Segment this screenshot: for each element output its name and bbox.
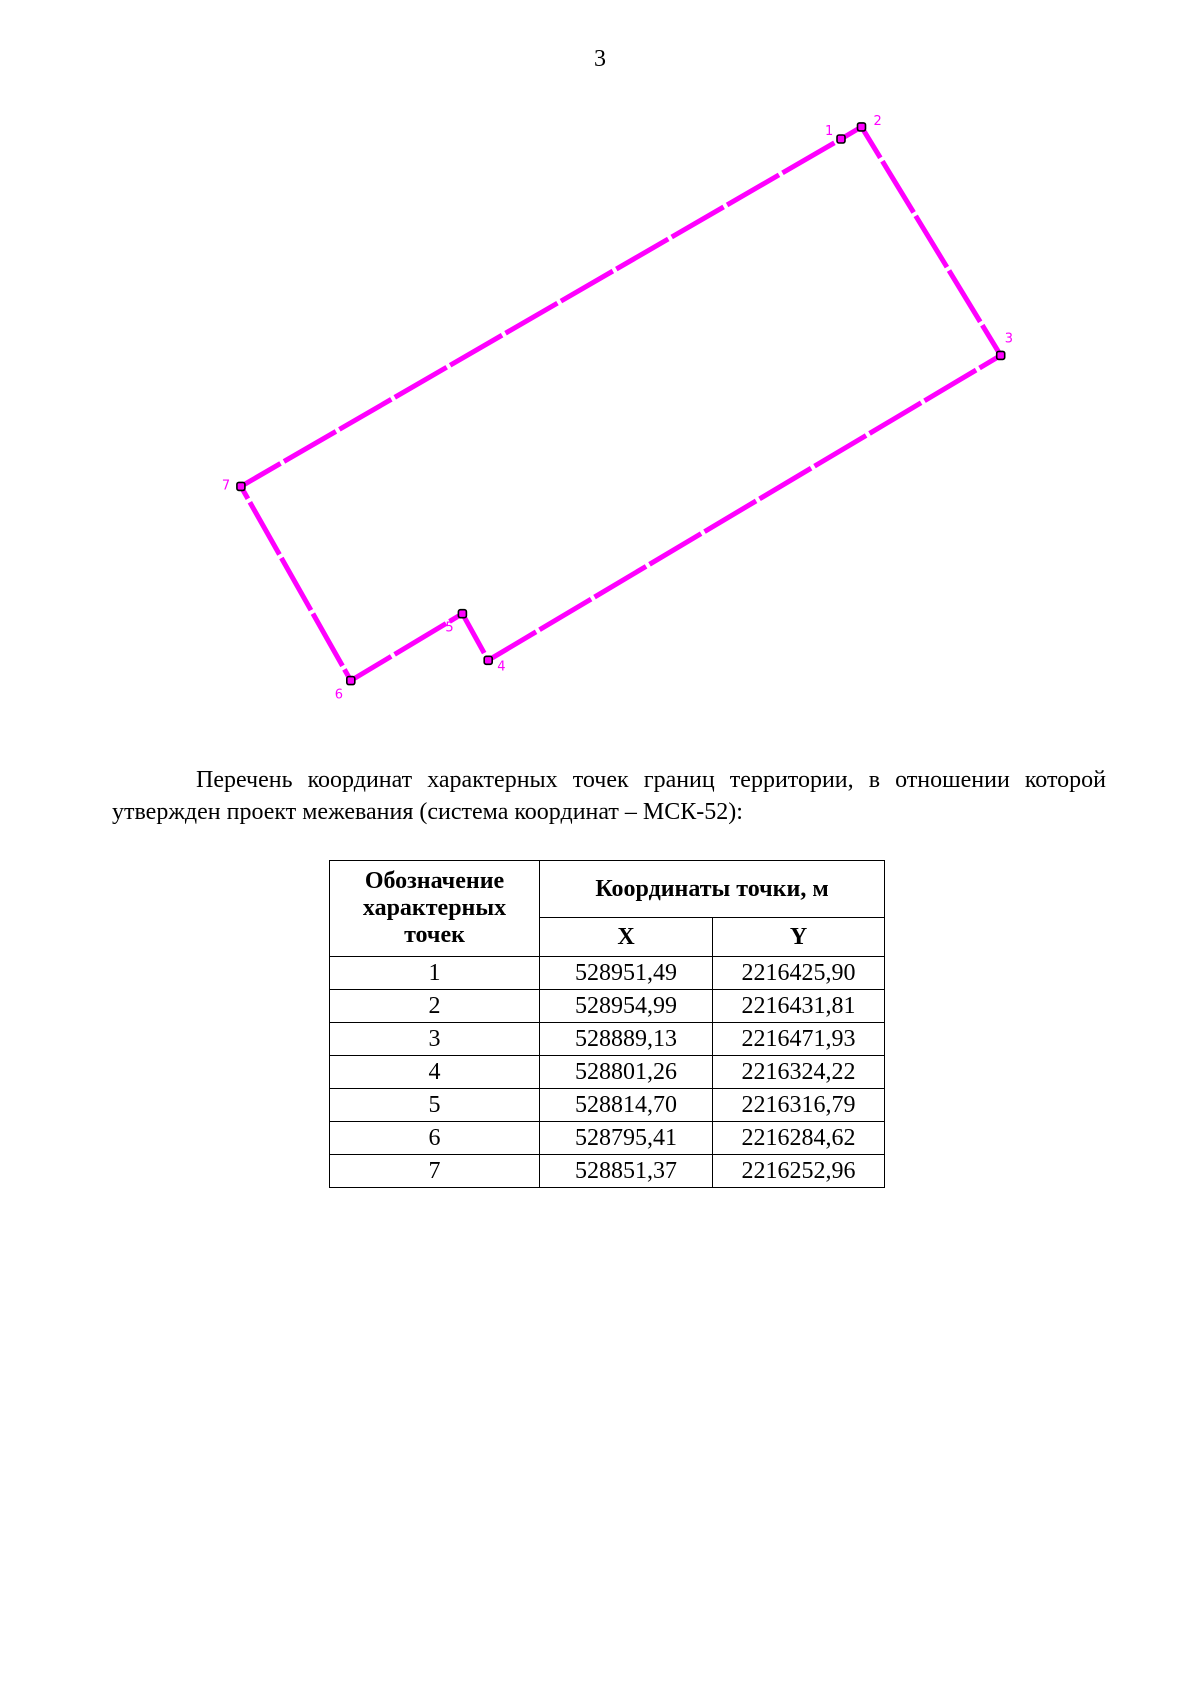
cell-y: 2216284,62: [713, 1122, 885, 1155]
cell-point: 2: [330, 990, 540, 1023]
vertex-label: 3: [1004, 331, 1013, 347]
vertex-marker: [458, 610, 466, 618]
caption-text: Перечень координат характерных точек границ территории, в отношении которой утвержден проект межевания (система координат – МСК-52):: [112, 767, 1106, 825]
vertex-marker: [484, 656, 492, 664]
cell-point: 6: [330, 1122, 540, 1155]
vertex-marker: [858, 123, 866, 131]
cell-y: 2216471,93: [713, 1023, 885, 1056]
table-row: [330, 990, 885, 1023]
label-group: [222, 114, 1013, 703]
table-row: [330, 1023, 885, 1056]
page-number: 3: [594, 46, 606, 72]
coordinates-table: [329, 860, 885, 1188]
cell-x: 528801,26: [540, 1056, 713, 1089]
vertex-label: 1: [825, 124, 834, 139]
cell-x: 528795,41: [540, 1122, 713, 1155]
cell-y: 2216324,22: [713, 1056, 885, 1089]
boundary-polygon: [241, 127, 1001, 681]
cell-y: 2216252,96: [713, 1155, 885, 1188]
cell-x: 528951,49: [540, 957, 713, 990]
vertex-label: 2: [873, 113, 882, 129]
cell-point: 5: [330, 1089, 540, 1122]
cell-x: 528954,99: [540, 990, 713, 1023]
vertex-marker: [347, 677, 355, 685]
cell-x: 528814,70: [540, 1089, 713, 1122]
table-row: [330, 1155, 885, 1188]
cell-y: 2216431,81: [713, 990, 885, 1023]
cell-point: 1: [330, 957, 540, 990]
vertex-marker: [997, 351, 1005, 359]
header-y: Y: [713, 918, 885, 957]
cell-y: 2216425,90: [713, 957, 885, 990]
header-point-designation: Обозначение характерных точек: [330, 861, 540, 957]
vertex-marker: [237, 482, 245, 490]
table-row: [330, 1056, 885, 1089]
header-x: X: [540, 918, 713, 957]
cell-point: 7: [330, 1155, 540, 1188]
vertex-label: 7: [221, 478, 231, 494]
table-row: [330, 957, 885, 990]
cell-x: 528851,37: [540, 1155, 713, 1188]
cell-x: 528889,13: [540, 1023, 713, 1056]
table-row: [330, 1122, 885, 1155]
vertex-group: [237, 123, 1005, 685]
boundary-map: [0, 0, 1200, 760]
cell-point: 3: [330, 1023, 540, 1056]
cell-y: 2216316,79: [713, 1089, 885, 1122]
vertex-label: 5: [445, 620, 454, 636]
table-row: [330, 1089, 885, 1122]
vertex-label: 4: [497, 659, 506, 675]
vertex-marker: [837, 135, 845, 143]
vertex-label: 6: [334, 687, 344, 703]
header-coordinates: Координаты точки, м: [540, 861, 885, 918]
cell-point: 4: [330, 1056, 540, 1089]
table-body: [330, 957, 885, 1188]
